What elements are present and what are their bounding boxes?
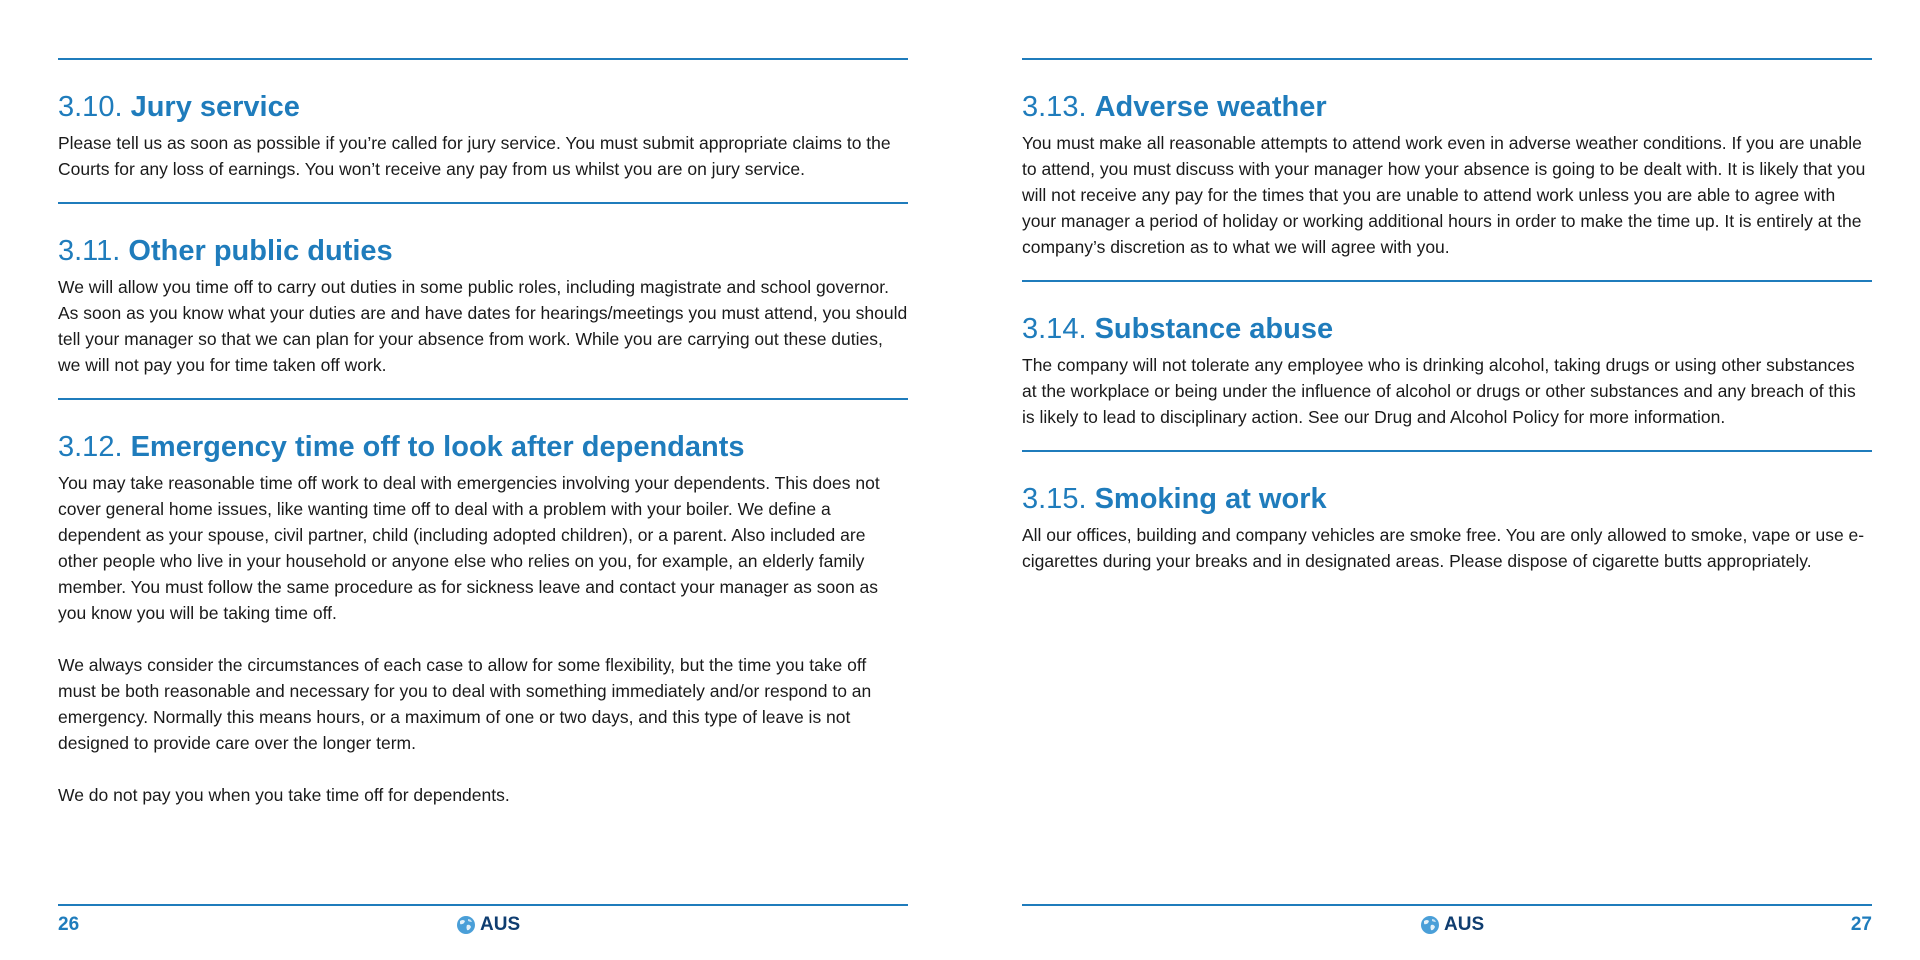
page-number: 26: [58, 914, 80, 935]
section-title: Other public duties: [128, 235, 393, 267]
section-number: 3.11.: [58, 235, 121, 267]
section-heading: [58, 234, 908, 268]
page-number: 27: [1850, 914, 1872, 935]
section-title: Jury service: [130, 91, 300, 123]
section-3-11: [58, 204, 908, 398]
section-number: 3.12.: [58, 431, 123, 463]
section-heading: [1022, 482, 1872, 516]
section-heading: [58, 430, 908, 464]
section-title: Emergency time off to look after dependants: [130, 431, 745, 463]
section-number: 3.13.: [1022, 91, 1087, 123]
page-footer: [1022, 904, 1872, 942]
section-3-12: [58, 400, 908, 828]
paragraph: You must make all reasonable attempts to attend work even in adverse weather conditions. If you are unable to attend, you must discuss with your manager how your absence is going to be dealt with. It is likely that you will not receive any pay for the times that you are unable to attend work unless you are able to agree with your manager a period of holiday or working additional hours in order to make the time up. It is entirely at the company’s discretion as to what we will agree with you.: [1022, 133, 1866, 257]
section-number: 3.15.: [1022, 483, 1087, 515]
section-number: 3.10.: [58, 91, 123, 123]
section-number: 3.14.: [1022, 313, 1087, 345]
section-title: Smoking at work: [1094, 483, 1327, 515]
section-3-10: [58, 60, 908, 202]
paragraph: The company will not tolerate any employee who is drinking alcohol, taking drugs or using other substances at the workplace or being under the influence of alcohol or drugs or other substances and any breach of this is likely to lead to disciplinary action. See our Drug and Alcohol Policy for more information.: [1022, 355, 1856, 427]
right-page: [1022, 0, 1872, 960]
logo-text: AUS: [480, 914, 521, 935]
page-footer: [58, 904, 908, 942]
section-heading: [58, 90, 908, 124]
paragraph: All our offices, building and company vehicles are smoke free. You are only allowed to smoke, vape or use e-cigarettes during your breaks and in designated areas. Please dispose of cigarette butts appropriately.: [1022, 525, 1865, 571]
paragraph: Please tell us as soon as possible if you’re called for jury service. You must submit appropriate claims to the Courts for any loss of earnings. You won’t receive any pay from us whilst you are on jury service.: [58, 133, 891, 179]
globe-icon: [1420, 915, 1440, 935]
section-heading: [1022, 90, 1872, 124]
company-logo: [456, 914, 520, 936]
paragraph: We do not pay you when you take time off for dependents.: [58, 785, 510, 805]
section-3-13: [1022, 60, 1872, 280]
section-title: Adverse weather: [1094, 91, 1327, 123]
section-heading: [1022, 312, 1872, 346]
section-3-15: [1022, 452, 1872, 594]
paragraph: We will allow you time off to carry out duties in some public roles, including magistrate and school governor. As soon as you know what your duties are and have dates for hearings/meetings you must attend, you should tell your manager so that we can plan for your absence from work. While you are carrying out these duties, we will not pay you for time taken off work.: [58, 277, 908, 375]
section-3-14: [1022, 282, 1872, 450]
left-page: [58, 0, 908, 960]
section-title: Substance abuse: [1094, 313, 1334, 345]
company-logo: [1420, 914, 1484, 936]
paragraph: We always consider the circumstances of each case to allow for some flexibility, but the time you take off must be both reasonable and necessary for you to deal with something immediately and/or respond to an emergency. Normally this means hours, or a maximum of one or two days, and this type of leave is not designed to provide care over the longer term.: [58, 655, 872, 753]
globe-icon: [456, 915, 476, 935]
paragraph: You may take reasonable time off work to deal with emergencies involving your dependents. This does not cover general home issues, like wanting time off to deal with a problem with your boiler. We define a dependent as your spouse, civil partner, child (including adopted children), or a parent. Also included are other people who live in your household or anyone else who relies on you, for example, an elderly family member. You must follow the same procedure as for sickness leave and contact your manager as soon as you know you will be taking time off.: [58, 473, 880, 623]
logo-text: AUS: [1444, 914, 1485, 935]
